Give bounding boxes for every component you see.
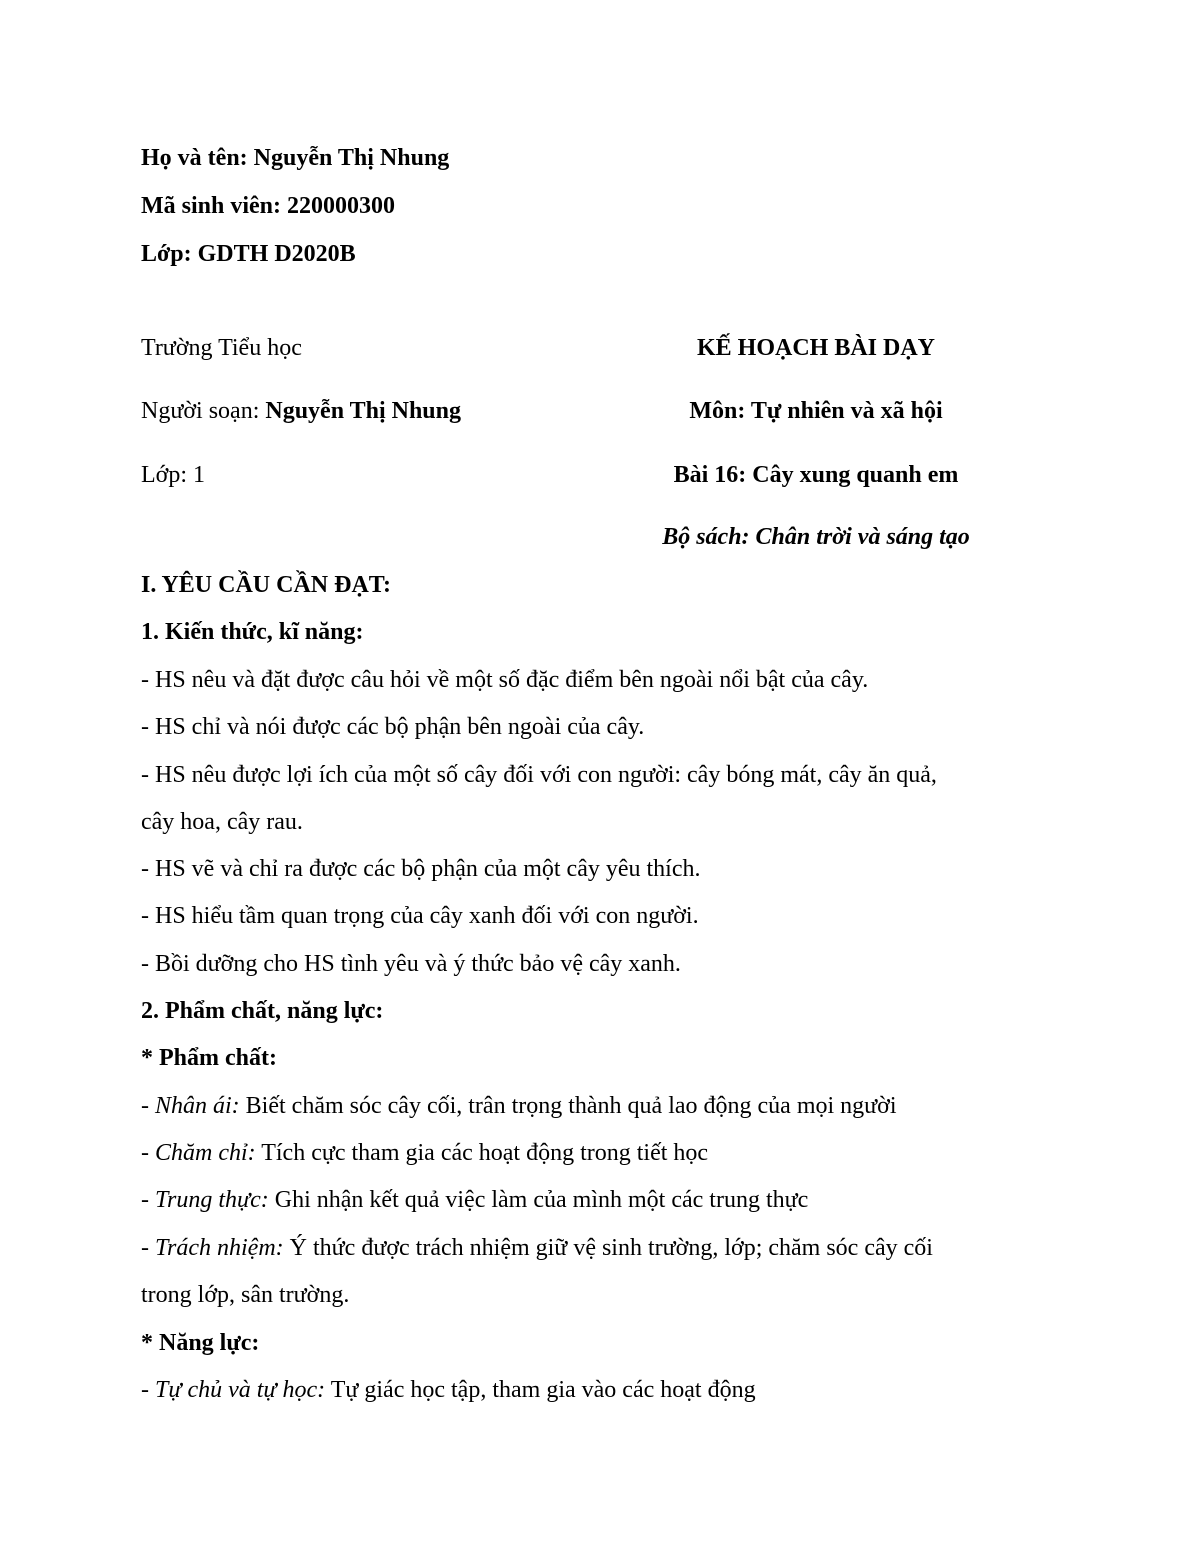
quality-item: - Nhân ái: Biết chăm sóc cây cối, trân trọng thành quả lao động của mọi người	[141, 1093, 897, 1119]
quality-item-continued: trong lớp, sân trường.	[141, 1282, 350, 1308]
lesson-title: Bài 16: Cây xung quanh em	[673, 462, 959, 488]
student-id-line	[141, 194, 395, 218]
knowledge-item-continued: cây hoa, cây rau.	[141, 809, 303, 835]
quality-label: Trung thực:	[155, 1187, 269, 1213]
author-label: Người soạn:	[141, 398, 260, 424]
knowledge-item: - HS chỉ và nói được các bộ phận bên ngoài của cây.	[141, 714, 645, 740]
abilities-heading: * Năng lực:	[141, 1330, 260, 1356]
knowledge-heading: 1. Kiến thức, kĩ năng:	[141, 619, 364, 645]
book-series: Bộ sách: Chân trời và sáng tạo	[662, 524, 970, 550]
knowledge-item: - Bồi dưỡng cho HS tình yêu và ý thức bảo vệ cây xanh.	[141, 951, 681, 977]
knowledge-item: - HS nêu được lợi ích của một số cây đối với con người: cây bóng mát, cây ăn quả,	[141, 762, 937, 788]
knowledge-item: - HS nêu và đặt được câu hỏi về một số đặc điểm bên ngoài nổi bật của cây.	[141, 667, 869, 693]
student-class-label: Lớp:	[141, 241, 192, 267]
school-name: Trường Tiểu học	[141, 335, 302, 361]
author-name: Nguyễn Thị Nhung	[265, 398, 462, 424]
quality-item: - Chăm chỉ: Tích cực tham gia các hoạt động trong tiết học	[141, 1140, 709, 1166]
quality-text: Biết chăm sóc cây cối, trân trọng thành quả lao động của mọi người	[239, 1093, 897, 1119]
student-id-label: Mã sinh viên:	[141, 193, 282, 219]
quality-label: Chăm chỉ:	[155, 1140, 256, 1166]
quality-label: Nhân ái:	[155, 1093, 240, 1119]
quality-item: - Trách nhiệm: Ý thức được trách nhiệm giữ vệ sinh trường, lớp; chăm sóc cây cối	[141, 1235, 933, 1261]
ability-label: Tự chủ và tự học:	[155, 1377, 326, 1403]
quality-text: Tích cực tham gia các hoạt động trong tiết học	[255, 1140, 709, 1166]
student-class: GDTH D2020B	[197, 241, 356, 267]
qualities-heading: * Phẩm chất:	[141, 1045, 277, 1071]
grade: Lớp: 1	[141, 462, 206, 488]
quality-label: Trách nhiệm:	[155, 1235, 284, 1261]
quality-item: - Trung thực: Ghi nhận kết quả việc làm của mình một các trung thực	[141, 1187, 809, 1213]
ability-text: Tự giác học tập, tham gia vào các hoạt động	[325, 1377, 756, 1403]
student-name: Nguyễn Thị Nhung	[253, 145, 450, 171]
competency-heading: 2. Phẩm chất, năng lực:	[141, 998, 384, 1024]
quality-text: Ghi nhận kết quả việc làm của mình một các trung thực	[268, 1187, 809, 1213]
student-class-line	[141, 242, 356, 266]
knowledge-item: - HS vẽ và chỉ ra được các bộ phận của một cây yêu thích.	[141, 856, 701, 882]
subject: Môn: Tự nhiên và xã hội	[689, 398, 943, 424]
student-id: 220000300	[287, 193, 396, 219]
plan-title: KẾ HOẠCH BÀI DẠY	[696, 335, 936, 361]
knowledge-item: - HS hiểu tầm quan trọng của cây xanh đối với con người.	[141, 903, 699, 929]
ability-item: - Tự chủ và tự học: Tự giác học tập, tham gia vào các hoạt động	[141, 1377, 756, 1403]
quality-text: Ý thức được trách nhiệm giữ vệ sinh trường, lớp; chăm sóc cây cối	[283, 1235, 933, 1261]
student-name-line	[141, 146, 449, 170]
author-line	[141, 399, 461, 423]
student-name-label: Họ và tên:	[141, 145, 248, 171]
section-title: I. YÊU CẦU CẦN ĐẠT:	[141, 572, 391, 598]
